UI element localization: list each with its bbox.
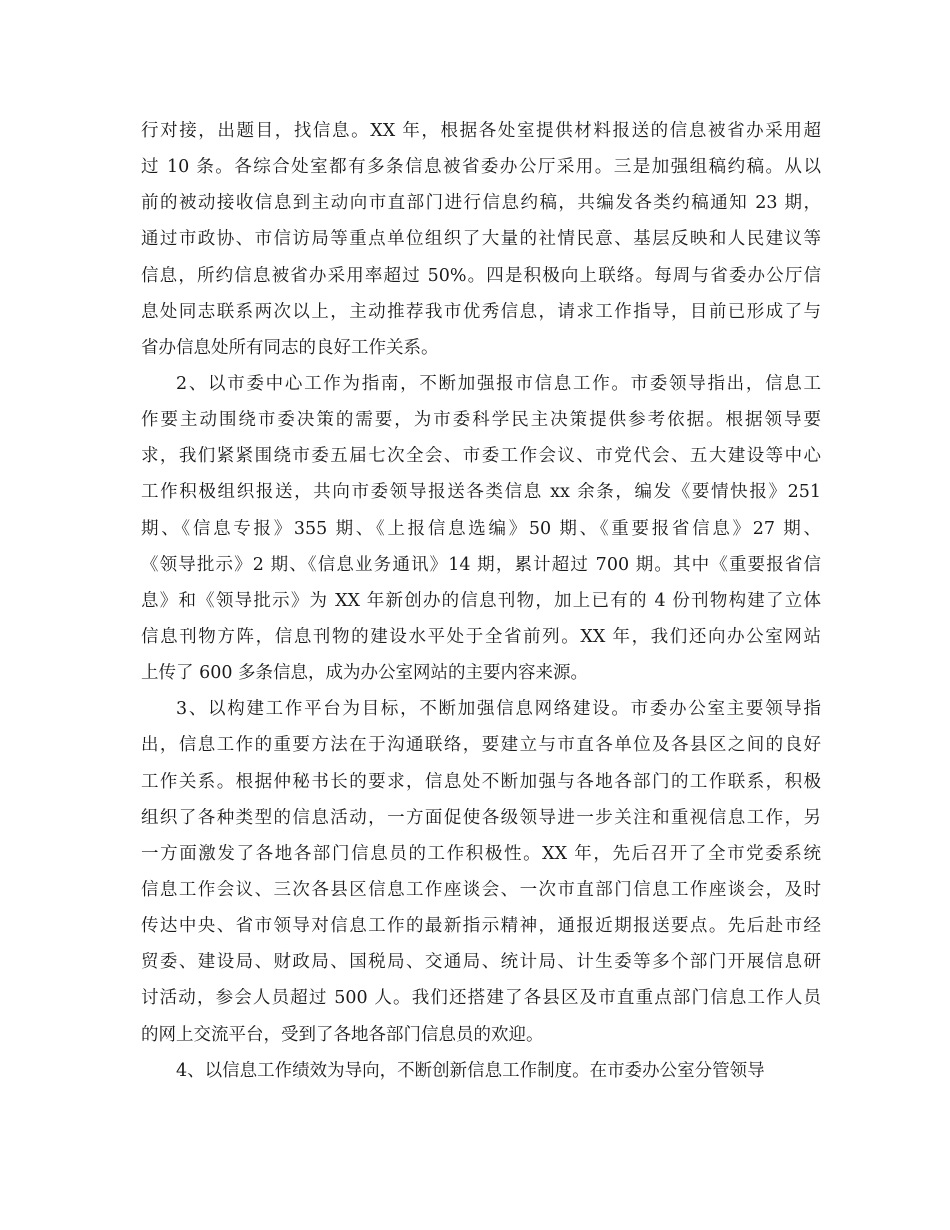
text-line: 3、以构建工作平台为目标，不断加强信息网络建设。市委办公室主要领导指 <box>176 699 821 720</box>
text-line: 信息，所约信息被省办采用率超过 50%。四是积极向上联络。每周与省委办公厅信 <box>141 265 821 286</box>
text-line: 4、以信息工作绩效为导向，不断创新信息工作制度。在市委办公室分管领导 <box>176 1060 765 1081</box>
text-line: 传达中央、省市领导对信息工作的最新指示精神，通报近期报送要点。先后赴市经 <box>141 916 821 937</box>
paragraph-2 <box>141 366 821 691</box>
text-line: 出，信息工作的重要方法在于沟通联络，要建立与市直各单位及各县区之间的良好 <box>141 735 821 756</box>
text-line: 信息工作会议、三次各县区信息工作座谈会、一次市直部门信息工作座谈会，及时 <box>141 879 821 900</box>
text-line: 作要主动围绕市委决策的需要，为市委科学民主决策提供参考依据。根据领导要 <box>141 410 821 431</box>
text-line: 上传了 600 多条信息，成为办公室网站的主要内容来源。 <box>141 663 589 684</box>
text-line: 2、以市委中心工作为指南，不断加强报市信息工作。市委领导指出，信息工 <box>176 373 821 394</box>
text-line: 信息刊物方阵，信息刊物的建设水平处于全省前列。XX 年，我们还向办公室网站 <box>141 626 821 647</box>
paragraph-3 <box>141 691 821 1052</box>
text-line: 讨活动，参会人员超过 500 人。我们还搭建了各县区及市直重点部门信息工作人员 <box>141 988 821 1009</box>
text-line: 《领导批示》2 期、《信息业务通讯》14 期，累计超过 700 期。其中《重要报省信 <box>141 554 821 575</box>
text-line: 前的被动接收信息到主动向市直部门进行信息约稿，共编发各类约稿通知 23 期， <box>141 193 821 214</box>
document-body <box>141 113 821 1089</box>
text-line: 工作关系。根据仲秘书长的要求，信息处不断加强与各地各部门的工作联系，积极 <box>141 771 821 792</box>
text-line: 息》和《领导批示》为 XX 年新创办的信息刊物，加上已有的 4 份刊物构建了立体 <box>141 590 821 611</box>
text-line: 通过市政协、市信访局等重点单位组织了大量的社情民意、基层反映和人民建议等 <box>141 229 821 250</box>
text-line: 贸委、建设局、财政局、国税局、交通局、统计局、计生委等多个部门开展信息研 <box>141 952 821 973</box>
text-line: 过 10 条。各综合处室都有多条信息被省委办公厅采用。三是加强组稿约稿。从以 <box>141 157 821 178</box>
text-line: 行对接，出题目，找信息。XX 年，根据各处室提供材料报送的信息被省办采用超 <box>141 121 821 141</box>
text-line: 一方面激发了各地各部门信息员的工作积极性。XX 年，先后召开了全市党委系统 <box>141 843 821 864</box>
text-line: 工作积极组织报送，共向市委领导报送各类信息 xx 余条，编发《要情快报》251 <box>141 482 821 503</box>
text-line: 息处同志联系两次以上，主动推荐我市优秀信息，请求工作指导，目前已形成了与 <box>141 301 821 322</box>
text-line: 求，我们紧紧围绕市委五届七次全会、市委工作会议、市党代会、五大建设等中心 <box>141 446 821 467</box>
text-line: 的网上交流平台，受到了各地各部门信息员的欢迎。 <box>141 1024 544 1045</box>
text-line: 期、《信息专报》355 期、《上报信息选编》50 期、《重要报省信息》27 期、 <box>141 518 821 539</box>
text-line: 组织了各种类型的信息活动，一方面促使各级领导进一步关注和重视信息工作，另 <box>141 807 821 828</box>
text-line: 省办信息处所有同志的良好工作关系。 <box>141 337 439 358</box>
paragraph-continued <box>141 113 821 366</box>
paragraph-4 <box>141 1053 821 1089</box>
